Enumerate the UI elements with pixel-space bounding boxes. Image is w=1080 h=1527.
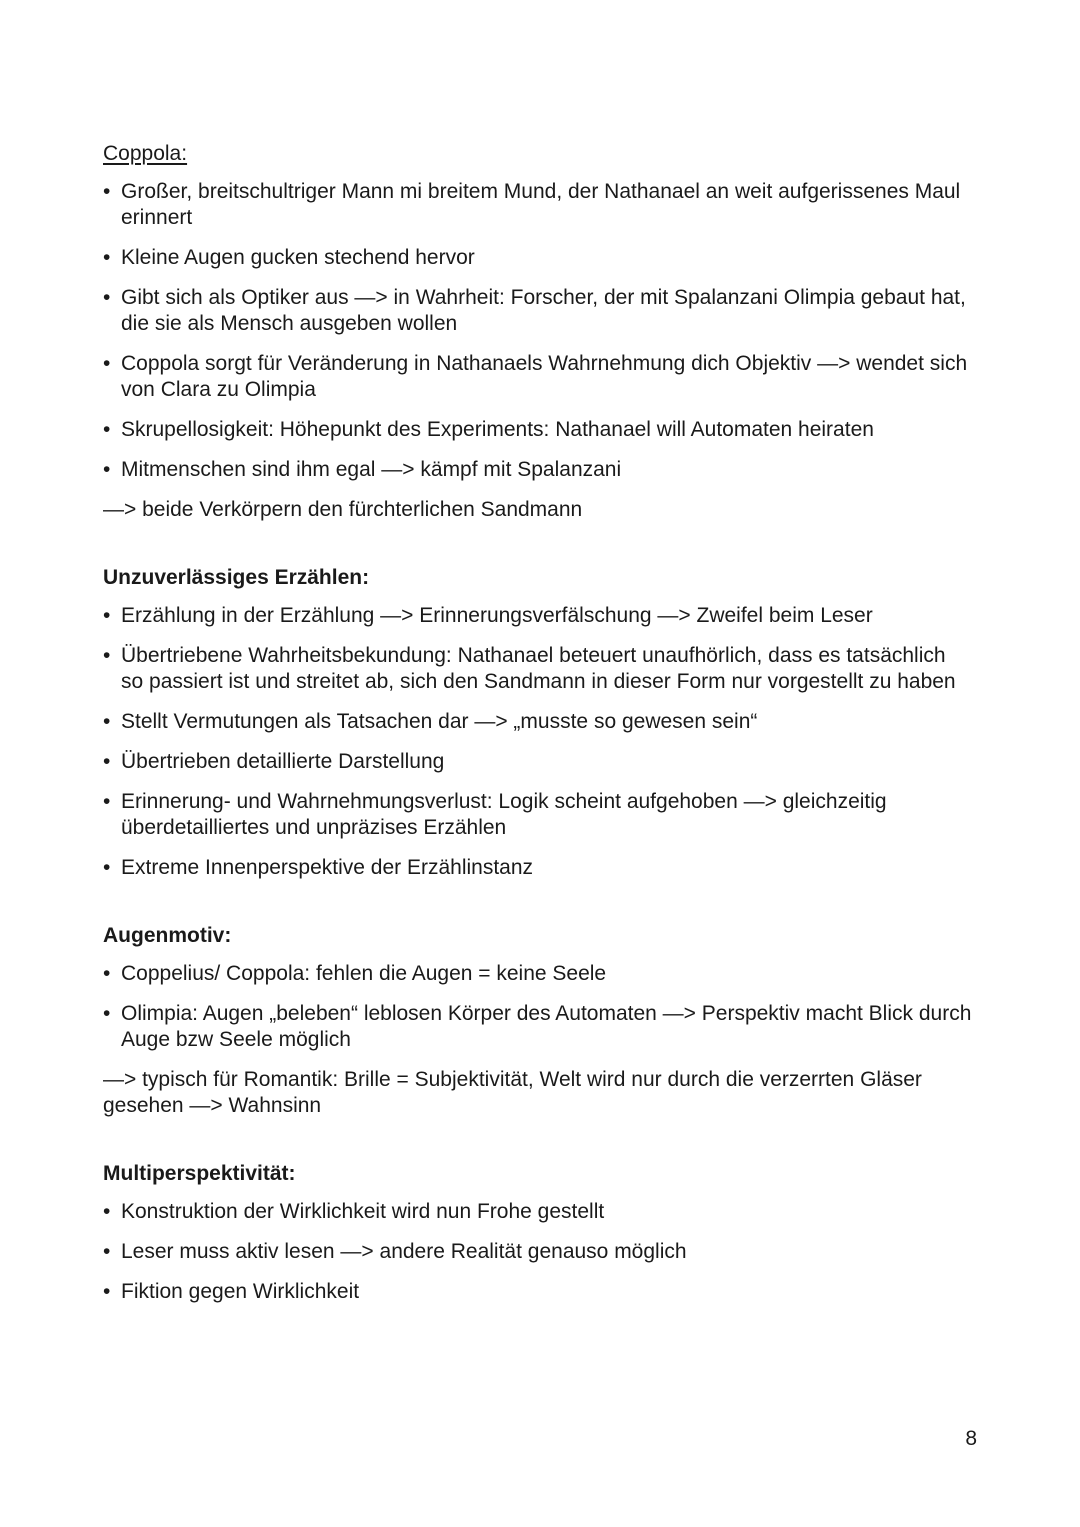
- section-unzuverlaessiges-erzaehlen: [103, 565, 973, 881]
- bullet-item: • Coppola sorgt für Veränderung in Nathanaels Wahrnehmung dich Objektiv —> wendet sich von Clara zu Olimpia: [103, 351, 973, 403]
- bullet-item: • Skrupellosigkeit: Höhepunkt des Experiments: Nathanael will Automaten heiraten: [103, 417, 973, 443]
- section-note: —> beide Verkörpern den fürchterlichen Sandmann: [103, 498, 583, 521]
- section-note: —> typisch für Romantik: Brille = Subjektivität, Welt wird nur durch die verzerrten Gläser gesehen —> Wahnsinn: [103, 1068, 922, 1117]
- bullet-item: • Gibt sich als Optiker aus —> in Wahrheit: Forscher, der mit Spalanzani Olimpia gebaut hat, die sie als Mensch ausgeben wollen: [103, 285, 973, 337]
- bullet-item: • Fiktion gegen Wirklichkeit: [103, 1279, 973, 1305]
- page-content: [103, 141, 973, 1319]
- bullet-list: [103, 603, 973, 881]
- bullet-item: • Erzählung in der Erzählung —> Erinnerungsverfälschung —> Zweifel beim Leser: [103, 603, 973, 629]
- bullet-list: [103, 961, 973, 1053]
- bullet-item: • Olimpia: Augen „beleben“ leblosen Körper des Automaten —> Perspektiv macht Blick durch Auge bzw Seele möglich: [103, 1001, 973, 1053]
- bullet-item: • Übertrieben detaillierte Darstellung: [103, 749, 973, 775]
- bullet-item: • Konstruktion der Wirklichkeit wird nun Frohe gestellt: [103, 1199, 973, 1225]
- bullet-item: • Leser muss aktiv lesen —> andere Realität genauso möglich: [103, 1239, 973, 1265]
- section-augenmotiv: [103, 923, 973, 1119]
- page-number: 8: [965, 1427, 977, 1450]
- bullet-list: [103, 1199, 973, 1305]
- bullet-item: • Übertriebene Wahrheitsbekundung: Nathanael beteuert unaufhörlich, dass es tatsächlich so passiert ist und streitet ab, sich den Sandmann in dieser Form nur vorgestellt zu haben: [103, 643, 973, 695]
- section-heading: Unzuverlässiges Erzählen:: [103, 566, 370, 589]
- section-multiperspektivitaet: [103, 1161, 973, 1305]
- bullet-item: • Stellt Vermutungen als Tatsachen dar —> „musste so gewesen sein“: [103, 709, 973, 735]
- bullet-item: • Mitmenschen sind ihm egal —> kämpf mit Spalanzani: [103, 457, 973, 483]
- bullet-item: • Erinnerung- und Wahrnehmungsverlust: Logik scheint aufgehoben —> gleichzeitig überdetailliertes und unpräzises Erzählen: [103, 789, 973, 841]
- bullet-item: • Extreme Innenperspektive der Erzählinstanz: [103, 855, 973, 881]
- bullet-item: • Großer, breitschultriger Mann mi breitem Mund, der Nathanael an weit aufgerissenes Maul erinnert: [103, 179, 973, 231]
- bullet-item: • Coppelius/ Coppola: fehlen die Augen = keine Seele: [103, 961, 973, 987]
- section-heading: Coppola:: [103, 142, 188, 165]
- section-coppola: [103, 141, 973, 523]
- bullet-list: [103, 179, 973, 483]
- bullet-item: • Kleine Augen gucken stechend hervor: [103, 245, 973, 271]
- section-heading: Augenmotiv:: [103, 924, 232, 947]
- section-heading: Multiperspektivität:: [103, 1162, 296, 1185]
